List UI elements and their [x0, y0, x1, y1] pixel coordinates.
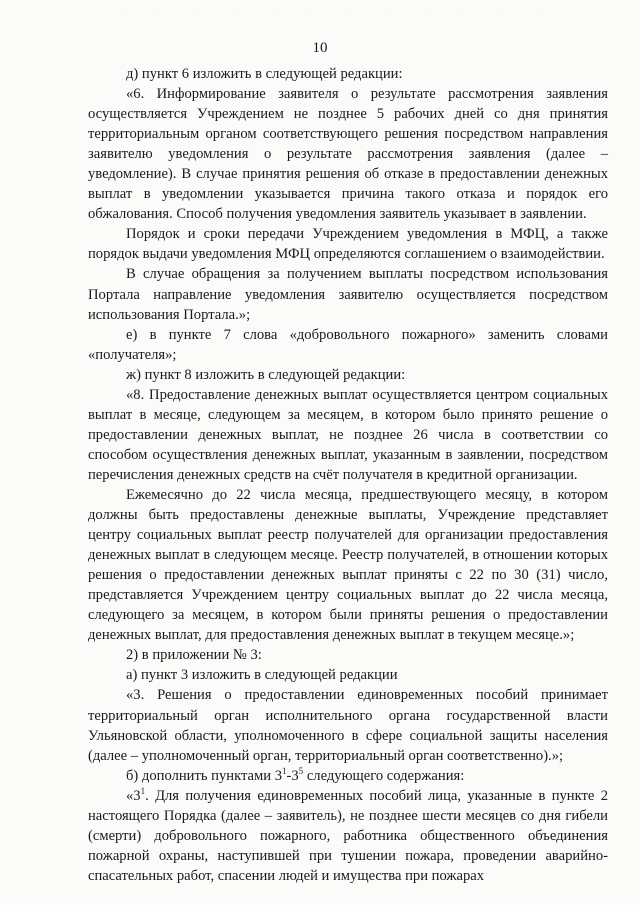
paragraph-mfc-order: Порядок и сроки передачи Учреждением уведомления в МФЦ, а также порядок выдачи уведомления МФЦ определяются соглашением о взаимодействии. — [88, 226, 608, 263]
item-b-dash: -3 — [286, 767, 299, 784]
item-b-suffix: следующего содержания: — [303, 767, 465, 784]
scan-speckle — [120, 10, 540, 11]
paragraph-point-3: «3. Решения о предоставлении единовременных пособий принимает территориальный орган исполнительного органа государственной власти Ульяновской области, уполномоченного в сфере социальной защиты населения (далее – уполномоченный орган, территориальный орган соответственно).»; — [88, 687, 608, 764]
paragraph-point-8: «8. Предоставление денежных выплат осуществляется центром социальных выплат в месяце, следующем за месяцем, в котором было принято решение о предоставлении денежных выплат, не позднее 26 числа в соответствии со способом осуществления денежных выплат, указанным в заявлении, посредством перечисления денежных средств на счёт получателя в кредитной организации. — [88, 386, 608, 483]
point-31-prefix: «3 — [126, 787, 141, 804]
item-b-sup2: 5 — [298, 765, 304, 776]
item-b-sup1: 1 — [282, 765, 287, 776]
paragraph-item-e: е) в пункте 7 слова «добровольного пожарного» заменить словами «получателя»; — [88, 326, 608, 363]
paragraph-item-d: д) пункт 6 изложить в следующей редакции: — [126, 66, 403, 82]
page-number: 10 — [312, 40, 328, 56]
paragraph-portal: В случае обращения за получением выплаты посредством использования Портала направление уведомления заявителю осуществляется посредством использования Портала.»; — [88, 266, 608, 323]
paragraph-appendix-3: 2) в приложении № 3: — [126, 647, 262, 664]
item-b-prefix: б) дополнить пунктами 3 — [126, 767, 282, 784]
paragraph-point-3-1 — [88, 786, 608, 886]
paragraph-item-b — [88, 766, 608, 786]
paragraph-monthly-registry: Ежемесячно до 22 числа месяца, предшествующего месяцу, в котором должны быть предоставлены денежные выплаты, Учреждение представляет центру социальных выплат реестр получателей для организации предоставления денежных выплат в следующем месяце. Реестр получателей, в отношении которых решения о предоставлении денежных выплат приняты с 22 по 30 (31) число, представляется Учреждением центру социальных выплат до 22 числа месяца, следующего за месяцем, в котором были приняты решения о предоставлении денежных выплат, для предоставления денежных выплат в текущем месяце.»; — [88, 486, 608, 644]
document-body — [88, 64, 608, 886]
paragraph-item-zh: ж) пункт 8 изложить в следующей редакции: — [126, 366, 406, 383]
point-31-text: . Для получения единовременных пособий лица, указанные в пункте 2 настоящего Порядка (далее – заявитель), не позднее шести месяцев со дня гибели (смерти) добровольного пожарного, работника общественного объединения пожарной охраны, наступившей при тушении пожара, проведении аварийно-спасательных работ, спасении людей и имущества при пожарах — [88, 787, 608, 884]
paragraph-item-a: а) пункт 3 изложить в следующей редакции — [126, 667, 398, 684]
paragraph-point-6: «6. Информирование заявителя о результате рассмотрения заявления осуществляется Учреждением не позднее 5 рабочих дней со дня принятия территориальным органом соответствующего решения посредством направления заявителю уведомления о результате рассмотрения заявления (далее – уведомление). В случае принятия решения об отказе в предоставлении денежных выплат в уведомлении указывается причина такого отказа и порядок его обжалования. Способ получения уведомления заявитель указывает в заявлении. — [88, 86, 608, 223]
point-31-sup: 1 — [140, 785, 146, 796]
